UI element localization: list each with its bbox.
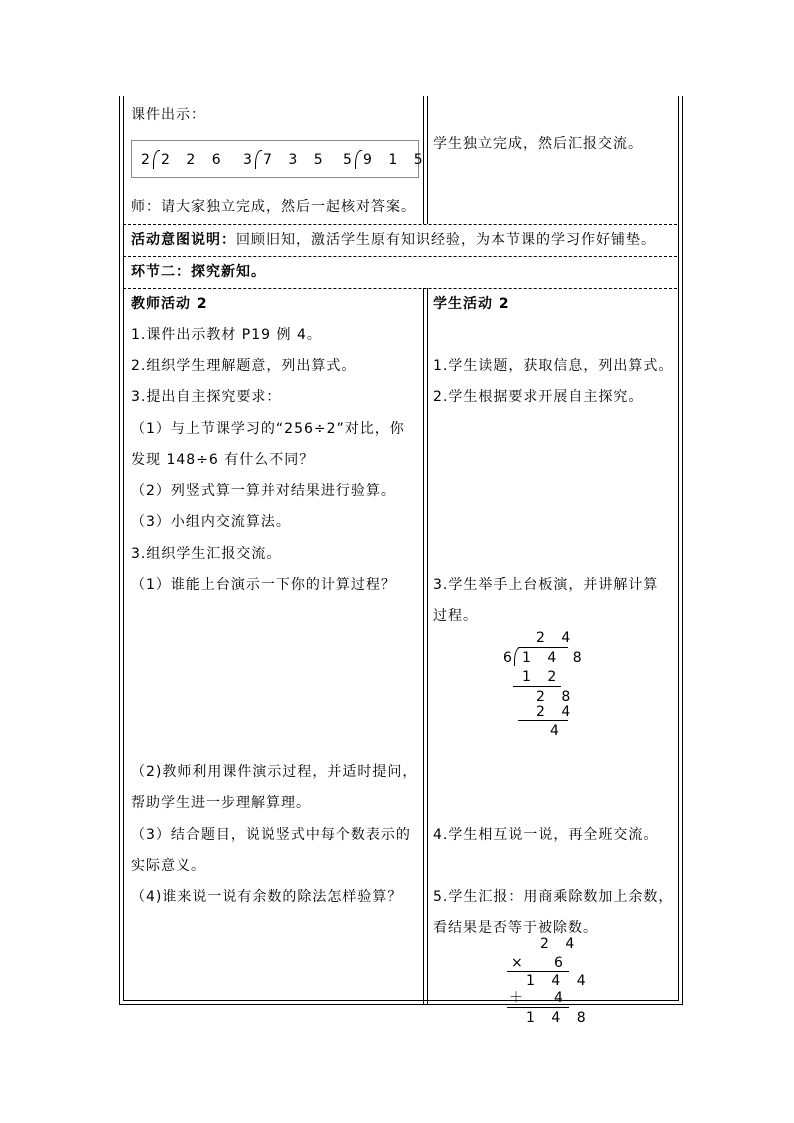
student-response: 学生独立完成，然后汇报交流。 [433, 136, 643, 152]
row-separator [123, 288, 677, 289]
subtraction-line [513, 686, 561, 687]
teacher-line: 发现 148÷6 有什么不同？ [131, 452, 315, 468]
row-separator [123, 224, 677, 225]
partial-remainder: 2 8 [536, 689, 577, 705]
verification-result: 1 4 8 [526, 1010, 592, 1026]
teacher-line: （3）结合题目，说说竖式中每个数表示的 [131, 827, 411, 843]
divisor: 5 [343, 152, 358, 168]
dividend: 7 3 5 [263, 152, 329, 168]
subtraction-line [518, 720, 568, 721]
student-line: 4.学生相互说一说，再全班交流。 [433, 827, 659, 843]
intent-label: 活动意图说明： [131, 232, 236, 248]
row-separator [123, 256, 677, 257]
division-bracket [255, 150, 262, 169]
teacher-heading: 教师活动 2 [131, 296, 208, 312]
column-divider [423, 288, 424, 1004]
dividend: 2 2 6 [161, 152, 227, 168]
remainder: 4 [550, 723, 565, 739]
teacher-line: 3.提出自主探究要求： [131, 389, 282, 405]
product: 1 4 4 [526, 973, 592, 989]
teacher-line: 实际意义。 [131, 858, 206, 874]
long-division-dividend: 1 4 8 [522, 650, 588, 666]
multiplier: 6 [554, 955, 569, 971]
student-line: 2.学生根据要求开展自主探究。 [433, 389, 644, 405]
teacher-line: （1）与上节课学习的“256÷2”对比，你 [131, 421, 405, 437]
teacher-line: （2)教师利用课件演示过程，并适时提问， [131, 764, 418, 780]
teacher-line: （1）谁能上台演示一下你的计算过程？ [131, 577, 396, 593]
division-bar [518, 647, 568, 648]
times-sign: × [511, 955, 529, 971]
student-line: 看结果是否等于被除数。 [433, 920, 598, 936]
quotient: 2 4 [536, 630, 577, 646]
division-bracket [153, 150, 160, 169]
division-bracket [514, 647, 521, 666]
courseware-label: 课件出示： [131, 107, 206, 123]
divisor: 3 [243, 152, 258, 168]
teacher-instruction: 师：请大家独立完成，然后一起核对答案。 [131, 199, 416, 215]
teacher-line: 帮助学生进一步理解算理。 [131, 795, 311, 811]
partial-product: 1 2 [522, 669, 563, 685]
long-division-divisor: 6 [503, 650, 518, 666]
added-remainder: 4 [554, 990, 569, 1006]
multiplication-line [507, 971, 569, 972]
teacher-line: 2.组织学生理解题意，列出算式。 [131, 358, 357, 374]
teacher-line: （4)谁来说一说有余数的除法怎样验算？ [131, 889, 403, 905]
partial-product: 2 4 [536, 704, 577, 720]
section-title-text: 环节二：探究新知。 [131, 264, 266, 280]
student-line: 3.学生举手上台板演，并讲解计算 [433, 577, 659, 593]
plus-sign: ＋ [509, 990, 529, 1006]
intent-row [131, 232, 656, 248]
multiplicand: 2 4 [540, 936, 581, 952]
dividend: 9 1 5 [363, 152, 429, 168]
teacher-line: （2）列竖式算一算并对结果进行验算。 [131, 483, 396, 499]
addition-line [507, 1007, 569, 1008]
divisor: 2 [141, 152, 156, 168]
teacher-line: 1.课件出示教材 P19 例 4。 [131, 327, 322, 343]
column-divider [427, 288, 428, 1004]
student-line: 过程。 [433, 608, 478, 624]
teacher-line: 3.组织学生汇报交流。 [131, 546, 282, 562]
section-title [131, 264, 266, 280]
student-line: 1.学生读题，获取信息，列出算式。 [433, 358, 674, 374]
teacher-line: （3）小组内交流算法。 [131, 514, 291, 530]
division-bracket [355, 150, 362, 169]
student-line: 5.学生汇报：用商乘除数加上余数， [433, 889, 674, 905]
intent-text: 回顾旧知，激活学生原有知识经验，为本节课的学习作好铺垫。 [236, 232, 656, 248]
student-heading: 学生活动 2 [433, 296, 510, 312]
